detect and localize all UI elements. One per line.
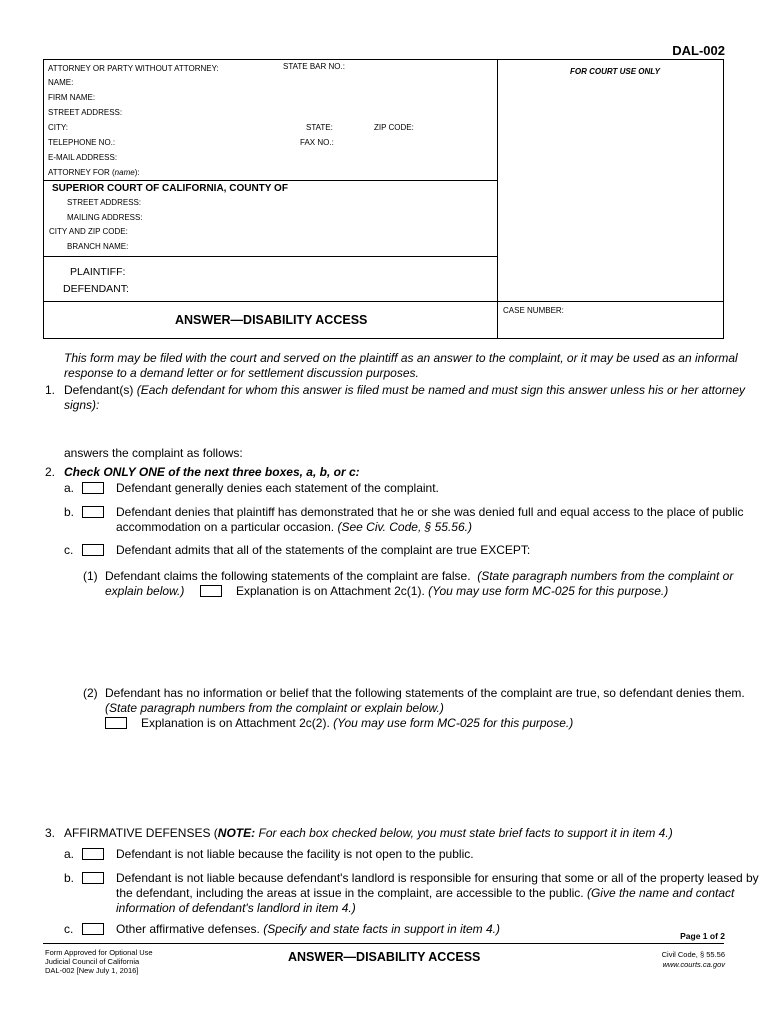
defendant-label: DEFENDANT: [63,283,129,295]
item2c1-note-2: explain below.) [105,584,185,598]
divider-court [43,180,498,181]
item2c2-text: Defendant has no information or belief that the following statements of the complaint are true, so defendant denies them. [105,686,745,700]
court-street-label: STREET ADDRESS: [67,198,142,207]
item2c1-attachment-checkbox[interactable] [200,585,222,597]
court-city-label: CITY AND ZIP CODE: [49,227,128,236]
item2c2-note: (State paragraph numbers from the complaint or explain below.) [105,701,444,715]
item2a-text: Defendant generally denies each statement of the complaint. [116,481,439,495]
court-heading: SUPERIOR COURT OF CALIFORNIA, COUNTY OF [52,183,288,194]
phone-label: TELEPHONE NO.: [48,138,116,147]
item2c-checkbox[interactable] [82,544,104,556]
item1-number: 1. [45,383,56,397]
footer-approved: Form Approved for Optional Use [45,948,153,957]
item3c-letter: c. [64,922,74,936]
item3a-checkbox[interactable] [82,848,104,860]
form-id: DAL-002 [672,43,725,58]
item3b-line-3: information of defendant's landlord in item 4.) [116,901,356,915]
item2c1-number: (1) [83,569,98,583]
court-use-label: FOR COURT USE ONLY [570,67,660,76]
case-number-label: CASE NUMBER: [503,306,564,315]
form-title: ANSWER—DISABILITY ACCESS [175,313,368,327]
divider-title [43,301,724,302]
divider-parties [43,256,498,257]
intro-line-2: response to a demand letter or for settlement discussion purposes. [64,366,419,380]
item2-heading: Check ONLY ONE of the next three boxes, a, b, or c: [64,465,360,479]
email-label: E-MAIL ADDRESS: [48,153,118,162]
item2b-letter: b. [64,505,75,519]
item2c-letter: c. [64,543,74,557]
footer-council: Judicial Council of California [45,957,140,966]
item2c2-number: (2) [83,686,98,700]
footer-website[interactable]: www.courts.ca.gov [662,960,725,969]
item2a-letter: a. [64,481,75,495]
item2b-line-2: accommodation on a particular occasion. (See Civ. Code, § 55.56.) [116,520,472,534]
court-use-divider [497,59,498,339]
caption-box [43,59,724,339]
item3b-line-2: the defendant, including the areas at issue in the complaint, are accessible to the public. (Give the name and contact [116,886,735,900]
attorney-for-label: ATTORNEY FOR (name): [48,168,140,177]
footer-code: Civil Code, § 55.56 [661,950,725,959]
footer-revision: DAL-002 [New July 1, 2016] [45,966,139,975]
item2b-checkbox[interactable] [82,506,104,518]
item3a-text: Defendant is not liable because the facility is not open to the public. [116,847,474,861]
item3-heading: AFFIRMATIVE DEFENSES (NOTE: For each box checked below, you must state brief facts to support it in item 4.) [64,826,673,840]
court-branch-label: BRANCH NAME: [67,242,129,251]
item1-answers: answers the complaint as follows: [64,446,243,460]
state-label: STATE: [306,123,333,132]
item2c1-text: Defendant claims the following statements of the complaint are false. (State paragraph numbers from the complaint or [105,569,734,583]
item1-note-line-2: signs): [64,398,100,412]
item2c1-attachment: Explanation is on Attachment 2c(1). (You may use form MC-025 for this purpose.) [236,584,669,598]
footer-rule [43,943,724,944]
item2b-line-1: Defendant denies that plaintiff has demonstrated that he or she was denied full and equal access to the place of public [116,505,744,519]
state-bar-label: STATE BAR NO.: [283,62,345,71]
item3b-checkbox[interactable] [82,872,104,884]
item3c-text: Other affirmative defenses. (Specify and state facts in support in item 4.) [116,922,500,936]
attorney-label: ATTORNEY OR PARTY WITHOUT ATTORNEY: [48,64,219,73]
item2a-checkbox[interactable] [82,482,104,494]
item3c-checkbox[interactable] [82,923,104,935]
city-label: CITY: [48,123,69,132]
intro-line-1: This form may be filed with the court and served on the plaintiff as an answer to the complaint, or it may be used as an informal [64,351,738,365]
firm-label: FIRM NAME: [48,93,96,102]
item1-text: Defendant(s) (Each defendant for whom this answer is filed must be named and must sign this answer unless his or her attorney [64,383,746,397]
item3-number: 3. [45,826,56,840]
item2-number: 2. [45,465,56,479]
name-label: NAME: [48,78,74,87]
footer-title: ANSWER—DISABILITY ACCESS [288,950,481,964]
page-number: Page 1 of 2 [680,931,725,941]
item3a-letter: a. [64,847,75,861]
item2c2-attachment-checkbox[interactable] [105,717,127,729]
item3b-letter: b. [64,871,75,885]
plaintiff-label: PLAINTIFF: [70,266,126,278]
zip-label: ZIP CODE: [374,123,414,132]
fax-label: FAX NO.: [300,138,334,147]
item2c-text: Defendant admits that all of the statements of the complaint are true EXCEPT: [116,543,531,557]
street-label: STREET ADDRESS: [48,108,123,117]
item3b-line-1: Defendant is not liable because defendant's landlord is responsible for ensuring that some or all of the property leased by [116,871,759,885]
court-mailing-label: MAILING ADDRESS: [67,213,143,222]
item2c2-attachment: Explanation is on Attachment 2c(2). (You may use form MC-025 for this purpose.) [141,716,574,730]
